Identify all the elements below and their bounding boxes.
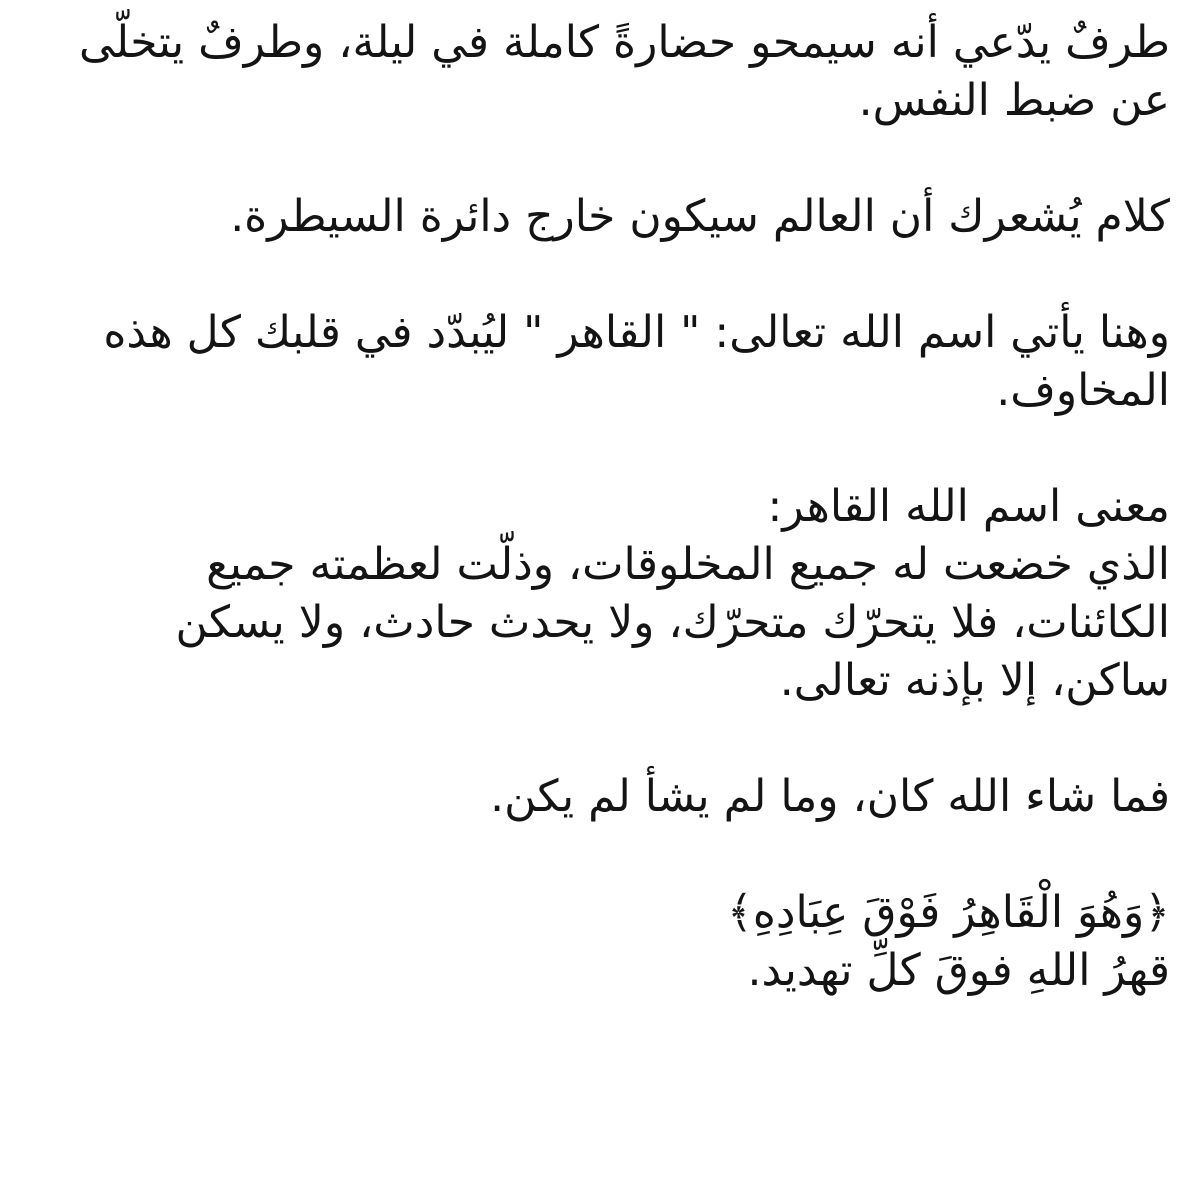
- paragraph-quran-verse: ﴿وَهُوَ الْقَاهِرُ فَوْقَ عِبَادِهِ﴾ قهرُ اللهِ فوقَ كلِّ تهديد.: [727, 887, 1170, 996]
- paragraph-gap: [60, 710, 1170, 768]
- paragraph-al-qahir-name: وهنا يأتي اسم الله تعالى: " القاهر " ليُبدّد في قلبك كل هذه المخاوف.: [103, 307, 1170, 416]
- paragraph-out-of-control: كلام يُشعرك أن العالم سيكون خارج دائرة السيطرة.: [230, 191, 1170, 242]
- paragraph-two-sides: طرفٌ يدّعي أنه سيمحو حضارةً كاملة في ليلة، وطرفٌ يتخلّى عن ضبط النفس.: [78, 17, 1170, 126]
- paragraph-gods-will: فما شاء الله كان، وما لم يشأ لم يكن.: [490, 771, 1170, 822]
- paragraph-gap: [60, 420, 1170, 478]
- paragraph-gap: [60, 246, 1170, 304]
- paragraph-gap: [60, 826, 1170, 884]
- paragraph-gap: [60, 130, 1170, 188]
- paragraph-meaning: معنى اسم الله القاهر: الذي خضعت له جميع المخلوقات، وذلّت لعظمته جميع الكائنات، فلا يتحرّك متحرّك، ولا يحدث حادث، ولا يسكن ساكن، إلا بإذنه تعالى.: [175, 481, 1170, 706]
